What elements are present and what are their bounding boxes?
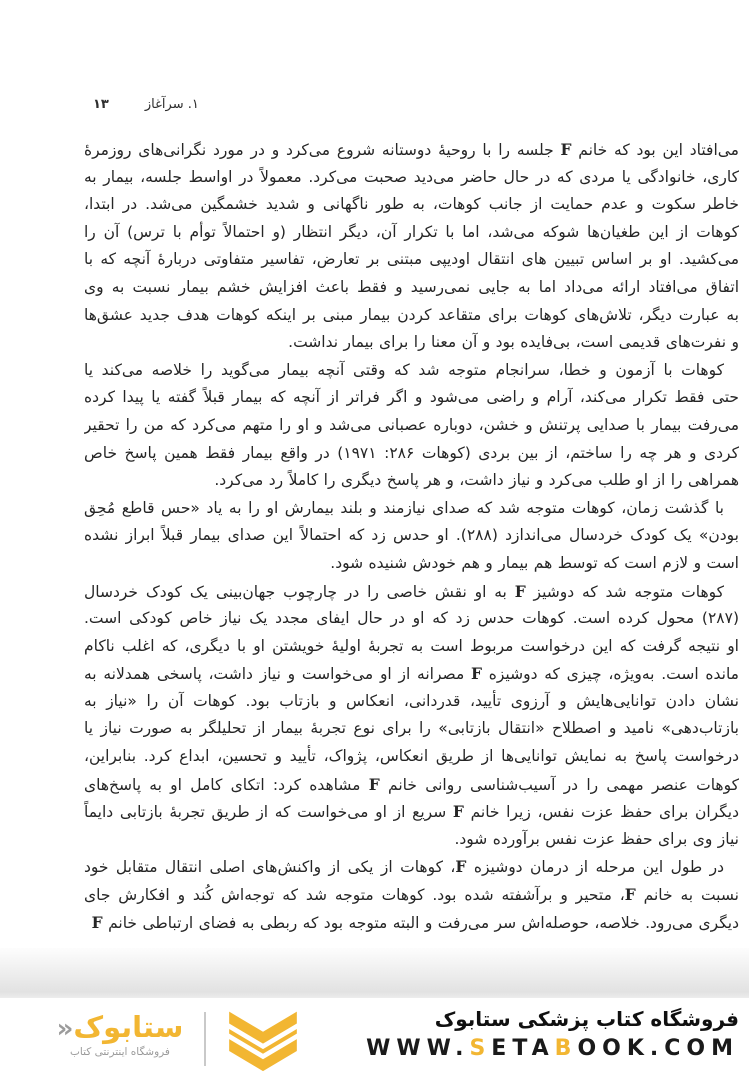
text-line: نشان دادن توانایی‌هایش و آرزوی تأیید، قدردانی، انعکاس و بازتاب بود. کوهات آن را «نیاز به — [84, 691, 739, 710]
paragraph — [84, 357, 739, 495]
running-head — [93, 97, 199, 112]
text-line: کاری، خانوادگی یا مردی که در حال حاضر می‌دید صحبت می‌کرد. معمولاً در اواسط جلسه، بیمار به — [84, 167, 739, 186]
text-line: می‌افتاد این بود که خانم F جلسه را با روحیهٔ دوستانه شروع می‌کرد و در مورد نگرانی‌های روزمرهٔ — [84, 140, 739, 159]
text-line: می‌کشید. او بر اساس تبیین های انتقال اودیپی مبتنی بر تعارض، تفاسیر متفاوتی دربارهٔ آنچه که با — [84, 250, 739, 269]
chapter-title: ۱. سرآغاز — [144, 97, 199, 112]
text-line: درخواست پاسخ به نمایش توانایی‌ها از طریق انعکاس، پژواک، تأیید و تحسین، ابداع کرد. بنابراین، — [84, 747, 739, 766]
logo-tagline: فروشگاه اینترنتی کتاب — [70, 1046, 170, 1059]
text-line: به عبارت دیگر، تلاش‌های کوهات برای متقاعد کردن بیمار مبنی بر اینکه کوهات هدف جدید عشق‌ها — [84, 305, 739, 324]
text-line: همراهی را از او طلب می‌کرد و نیاز داشت، و هر پاسخ دیگری را کاملاً رد می‌کرد. — [214, 471, 739, 490]
text-line: مانده است. به‌ویژه، چیزی که دوشیزه F مصرانه از او می‌خواست و نیاز داشت، پاسخی همدلانه به — [84, 664, 739, 684]
setabook-emblem-icon — [220, 1008, 306, 1076]
page-number: ۱۳ — [93, 97, 109, 112]
url-segment: B — [554, 1036, 578, 1061]
text-line: و نفرت‌های قدیمی است، بی‌فایده بود و آن معنا را برای بیمار نداشت. — [288, 333, 739, 352]
text-line: حتی فقط تکرار می‌کند، آرام و راضی می‌شود و اگر فراتر از آنچه که بیمار قبلاً گفته یا پیدا کرده — [84, 388, 739, 407]
text-line: در طول این مرحله از درمان دوشیزه F، کوهات از یکی از واکنش‌های اصلی انتقال متقابل خود — [84, 857, 724, 877]
text-line: خاطر سکوت و عدم حمایت از جانب کوهات، به طور ناگهانی و شدید خشمگین می‌شد. در ابتدا، — [84, 195, 739, 214]
logo-divider — [204, 1012, 206, 1066]
website-url — [366, 1036, 739, 1061]
text-line: کردی و هر چه را ساختم، از بین بردی (کوهات ۲۸۶: ۱۹۷۱) در واقع بیمار فقط همین پاسخ خاص — [84, 443, 739, 462]
logo-wordmark-text: ستابوک — [73, 1010, 184, 1044]
paragraph — [84, 578, 739, 854]
text-line: او نتیجه گرفت که این درخواست مربوط است به تجربهٔ اولیهٔ خویشتن او با دیگری، که اغلب ناکام — [84, 636, 739, 655]
text-line: نیاز وی برای حفظ عزت نفس برآورده شود. — [454, 829, 739, 848]
text-line: دیگری می‌رود. خلاصه، حوصله‌اش سر می‌رفت و البته متوجه بود که ربطی به فضای ارتباطی خانم F — [91, 912, 739, 932]
store-title: فروشگاه کتاب پزشکی ستابوک — [434, 1007, 739, 1031]
url-segment: S — [469, 1036, 492, 1061]
text-line: بودن» یک کودک خردسال می‌اندازد (۲۸۸). او حدس زد که احتمالاً این صدای بیمار قبلاً ابراز نشده — [84, 526, 739, 545]
text-line: (۲۸۷) محول کرده است. کوهات حدس زد که او در حال ایفای مجدد یک نیاز خاص کودکی است. — [84, 609, 739, 628]
text-line: کوهات متوجه شد که دوشیز F به او نقش خاصی را در چارچوب جهان‌بینی یک کودک خردسال — [84, 581, 725, 601]
text-line: کوهات عنصر مهمی را در آسیب‌شناسی روانی خانم F مشاهده کرد: اتکای کامل او به پاسخ‌های — [84, 774, 739, 794]
text-line: می‌رفت بیمار با صدایی پرتنش و خشن، دوباره عصبانی می‌شد و او را متهم می‌کرد که من را تحقیر — [84, 415, 739, 434]
paragraph — [84, 495, 739, 578]
paragraph — [84, 136, 739, 357]
text-line: با گذشت زمان، کوهات متوجه شد که صدای نیازمند و بلند بیمارش او را به یاد «حس قاطع مُحِق — [84, 498, 724, 517]
text-line: است و لازم است که توسط هم بیمار و هم خودش شنیده شود. — [330, 553, 739, 572]
text-line: بازتاب‌دهی» نامید و اصطلاح «انتقال بازتابی» را برای نوع تجربهٔ بیمار از تحلیلگر به صورت نیاز یا — [84, 719, 739, 738]
text-line: کوهات با آزمون و خطا، سرانجام متوجه شد که وقتی آنچه بیمار می‌گوید را خلاصه می‌کند یا — [84, 360, 724, 379]
url-segment: OOK.COM — [577, 1036, 739, 1061]
page-body — [84, 136, 739, 936]
text-line: کوهات از این طغیان‌ها شوکه می‌شد، اما با تکرار آن، دیگر انتظار (و احتمالاً توأم با ترس) آن را — [84, 222, 739, 241]
url-segment: ETA — [491, 1036, 555, 1061]
scan-shadow-band — [0, 948, 749, 998]
text-line: اتفاق می‌افتاد ارائه می‌داد اما به جایی نمی‌رسید و فقط باعث افزایش خشم بیمار نسبت به وی — [84, 277, 739, 296]
text-line: نسبت به خانم F، متحیر و برآشفته شده بود. کوهات متوجه شد که توجه‌اش کُند و افکارش جای — [84, 885, 739, 905]
logo-chevron-glyph: « — [56, 1014, 74, 1044]
footer-right-block — [366, 1006, 739, 1061]
text-line: دیگران برای حفظ عزت نفس، زیرا خانم F سریع از او می‌خواست که از طریق تجربهٔ بازتابی دایماً — [84, 802, 739, 822]
paragraph — [84, 853, 739, 936]
url-segment: WWW. — [366, 1036, 470, 1061]
logo-wordmark — [44, 1012, 196, 1043]
setabook-logo — [44, 1012, 196, 1058]
footer-banner — [0, 998, 749, 1079]
